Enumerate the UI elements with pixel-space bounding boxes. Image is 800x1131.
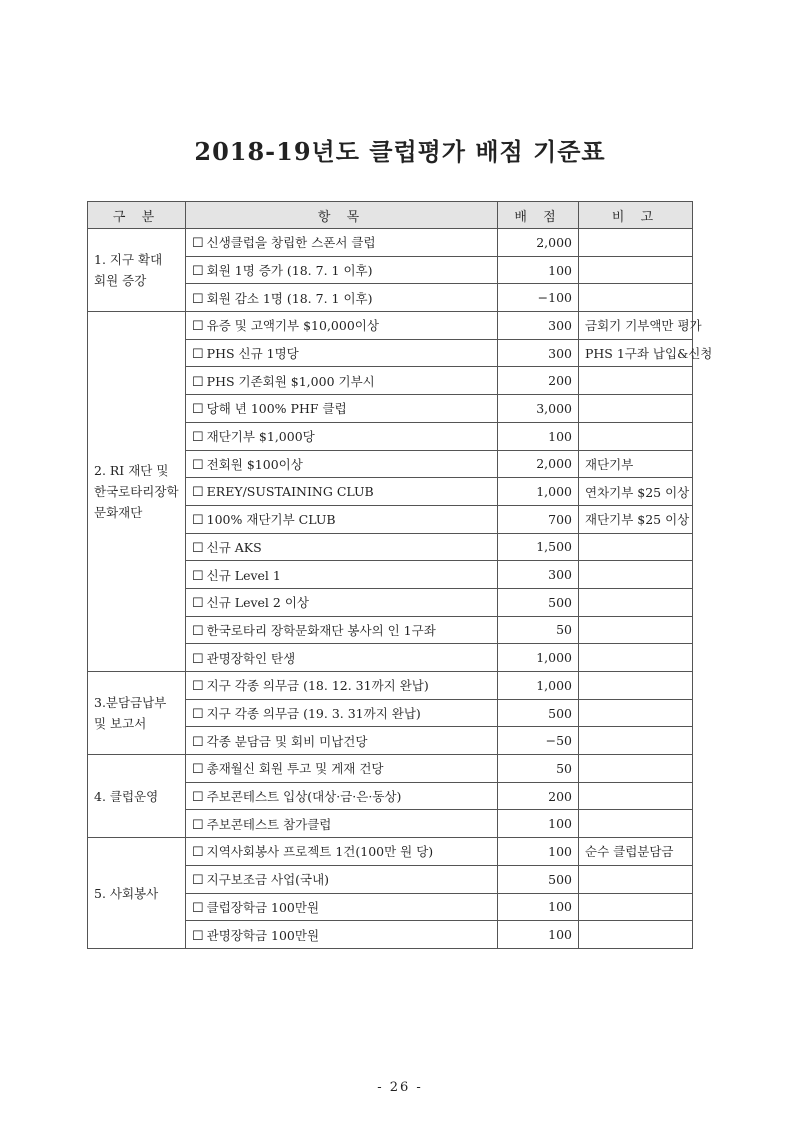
item-cell xyxy=(186,727,498,755)
item-cell xyxy=(186,478,498,506)
page-title: 2018-19년도 클럽평가 배점 기준표 xyxy=(194,137,606,166)
score-cell: 200 xyxy=(498,782,579,810)
item-cell xyxy=(186,893,498,921)
checkbox-icon[interactable]: ☐ xyxy=(192,596,204,612)
item-label: 각종 분담금 및 회비 미납건당 xyxy=(206,733,368,749)
page-number: - 26 - xyxy=(377,1080,423,1095)
checkbox-icon[interactable]: ☐ xyxy=(192,762,204,778)
checkbox-icon[interactable]: ☐ xyxy=(192,928,204,944)
checkbox-icon[interactable]: ☐ xyxy=(192,347,204,363)
score-cell: 200 xyxy=(498,367,579,395)
note-cell xyxy=(579,367,693,395)
item-cell xyxy=(186,395,498,423)
item-label: 지구 각종 의무금 (19. 3. 31까지 완납) xyxy=(206,706,421,722)
item-label: 재단기부 $1,000당 xyxy=(206,429,315,445)
checkbox-icon[interactable]: ☐ xyxy=(192,707,204,723)
score-cell: 100 xyxy=(498,422,579,450)
item-label: 주보콘테스트 참가클럽 xyxy=(206,816,332,832)
table-row xyxy=(88,838,693,866)
note-cell xyxy=(579,699,693,727)
note-cell xyxy=(579,893,693,921)
checkbox-icon[interactable]: ☐ xyxy=(192,568,204,584)
score-cell: 500 xyxy=(498,699,579,727)
item-label: PHS 기존회원 $1,000 기부시 xyxy=(206,373,375,389)
checkbox-icon[interactable]: ☐ xyxy=(192,264,204,280)
checkbox-icon[interactable]: ☐ xyxy=(192,540,204,556)
item-label: 신규 AKS xyxy=(206,539,262,555)
item-label: EREY/SUSTAINING CLUB xyxy=(206,483,374,499)
item-label: 총재월신 회원 투고 및 게재 건당 xyxy=(206,761,384,777)
item-cell xyxy=(186,256,498,284)
item-label: 주보콘테스트 입상(대상·금·은·동상) xyxy=(206,789,402,805)
note-cell xyxy=(579,755,693,783)
item-label: 지역사회봉사 프로젝트 1건(100만 원 당) xyxy=(206,844,434,860)
table-body xyxy=(88,229,713,949)
note-cell: 순수 클럽분담금 xyxy=(579,838,693,866)
checkbox-icon[interactable]: ☐ xyxy=(192,845,204,861)
item-cell xyxy=(186,450,498,478)
score-cell: −100 xyxy=(498,284,579,312)
item-label: 회원 1명 증가 (18. 7. 1 이후) xyxy=(206,263,373,279)
item-label: 회원 감소 1명 (18. 7. 1 이후) xyxy=(206,290,373,306)
score-cell: 300 xyxy=(498,561,579,589)
category-cell: 3.분담금납부 및 보고서 xyxy=(88,672,186,755)
item-cell xyxy=(186,284,498,312)
table-row xyxy=(88,312,693,340)
score-cell: 2,000 xyxy=(498,450,579,478)
checkbox-icon[interactable]: ☐ xyxy=(192,734,204,750)
note-cell: 연차기부 $25 이상 xyxy=(579,478,693,506)
category-cell: 2. RI 재단 및 한국로타리장학 문화재단 xyxy=(88,312,186,672)
category-cell: 4. 클럽운영 xyxy=(88,755,186,838)
score-cell: −50 xyxy=(498,727,579,755)
note-cell xyxy=(579,921,693,949)
note-cell xyxy=(579,810,693,838)
checkbox-icon[interactable]: ☐ xyxy=(192,236,204,252)
item-label: 지구 각종 의무금 (18. 12. 31까지 완납) xyxy=(206,678,429,694)
checkbox-icon[interactable]: ☐ xyxy=(192,900,204,916)
item-cell xyxy=(186,755,498,783)
note-cell xyxy=(579,395,693,423)
score-cell: 300 xyxy=(498,339,579,367)
note-cell: 금회기 기부액만 평가 xyxy=(579,312,693,340)
note-cell: 재단기부 xyxy=(579,450,693,478)
score-cell: 1,000 xyxy=(498,478,579,506)
note-cell xyxy=(579,865,693,893)
item-cell xyxy=(186,782,498,810)
note-cell xyxy=(579,284,693,312)
checkbox-icon[interactable]: ☐ xyxy=(192,651,204,667)
note-cell xyxy=(579,256,693,284)
score-cell: 500 xyxy=(498,588,579,616)
checkbox-icon[interactable]: ☐ xyxy=(192,402,204,418)
checkbox-icon[interactable]: ☐ xyxy=(192,484,204,500)
item-label: 관명장학인 탄생 xyxy=(206,650,296,666)
note-cell xyxy=(579,727,693,755)
category-cell: 5. 사회봉사 xyxy=(88,838,186,949)
note-cell xyxy=(579,782,693,810)
header-score: 배 점 xyxy=(498,202,579,229)
table-row xyxy=(88,755,693,783)
score-cell: 2,000 xyxy=(498,229,579,257)
score-cell: 1,000 xyxy=(498,644,579,672)
item-label: 신규 Level 2 이상 xyxy=(206,595,309,611)
checkbox-icon[interactable]: ☐ xyxy=(192,291,204,307)
item-label: 한국로타리 장학문화재단 봉사의 인 1구좌 xyxy=(206,622,436,638)
checkbox-icon[interactable]: ☐ xyxy=(192,374,204,390)
item-label: 지구보조금 사업(국내) xyxy=(206,872,330,888)
score-cell: 700 xyxy=(498,505,579,533)
checkbox-icon[interactable]: ☐ xyxy=(192,513,204,529)
score-cell: 100 xyxy=(498,256,579,284)
item-label: 전회원 $100이상 xyxy=(206,456,303,472)
note-cell: 재단기부 $25 이상 xyxy=(579,505,693,533)
score-table xyxy=(87,201,713,949)
item-cell xyxy=(186,339,498,367)
score-cell: 1,500 xyxy=(498,533,579,561)
note-cell: PHS 1구좌 납입&신청 xyxy=(579,339,693,367)
score-cell: 50 xyxy=(498,616,579,644)
score-cell: 100 xyxy=(498,893,579,921)
score-cell: 100 xyxy=(498,838,579,866)
category-cell: 1. 지구 확대 회원 증강 xyxy=(88,229,186,312)
item-label: 당해 년 100% PHF 클럽 xyxy=(206,401,347,417)
item-label: PHS 신규 1명당 xyxy=(206,346,299,362)
table-row xyxy=(88,229,693,257)
item-cell xyxy=(186,672,498,700)
checkbox-icon[interactable]: ☐ xyxy=(192,457,204,473)
item-cell xyxy=(186,616,498,644)
note-cell xyxy=(579,561,693,589)
item-cell xyxy=(186,838,498,866)
checkbox-icon[interactable]: ☐ xyxy=(192,790,204,806)
note-cell xyxy=(579,644,693,672)
checkbox-icon[interactable]: ☐ xyxy=(192,623,204,639)
item-cell xyxy=(186,367,498,395)
item-label: 유증 및 고액기부 $10,000이상 xyxy=(206,318,379,334)
checkbox-icon[interactable]: ☐ xyxy=(192,817,204,833)
item-cell xyxy=(186,644,498,672)
item-cell xyxy=(186,533,498,561)
score-cell: 3,000 xyxy=(498,395,579,423)
checkbox-icon[interactable]: ☐ xyxy=(192,430,204,446)
item-cell xyxy=(186,229,498,257)
checkbox-icon[interactable]: ☐ xyxy=(192,679,204,695)
item-cell xyxy=(186,561,498,589)
note-cell xyxy=(579,422,693,450)
note-cell xyxy=(579,588,693,616)
item-label: 관명장학금 100만원 xyxy=(206,927,320,943)
item-label: 100% 재단기부 CLUB xyxy=(206,512,336,528)
checkbox-icon[interactable]: ☐ xyxy=(192,873,204,889)
item-label: 클럽장학금 100만원 xyxy=(206,899,320,915)
score-cell: 300 xyxy=(498,312,579,340)
header-note: 비 고 xyxy=(579,202,693,229)
table-row xyxy=(88,672,693,700)
checkbox-icon[interactable]: ☐ xyxy=(192,319,204,335)
score-cell: 100 xyxy=(498,921,579,949)
item-label: 신생클럽을 창립한 스폰서 클럽 xyxy=(206,235,376,251)
item-cell xyxy=(186,921,498,949)
header-item: 항 목 xyxy=(186,202,498,229)
score-cell: 1,000 xyxy=(498,672,579,700)
item-cell xyxy=(186,699,498,727)
note-cell xyxy=(579,533,693,561)
item-cell xyxy=(186,588,498,616)
note-cell xyxy=(579,672,693,700)
item-cell xyxy=(186,810,498,838)
score-cell: 100 xyxy=(498,810,579,838)
item-label: 신규 Level 1 xyxy=(206,567,281,583)
item-cell xyxy=(186,422,498,450)
item-cell xyxy=(186,312,498,340)
item-cell xyxy=(186,865,498,893)
item-cell xyxy=(186,505,498,533)
score-cell: 50 xyxy=(498,755,579,783)
note-cell xyxy=(579,616,693,644)
note-cell xyxy=(579,229,693,257)
table-header-row xyxy=(88,202,693,229)
score-cell: 500 xyxy=(498,865,579,893)
header-category: 구 분 xyxy=(88,202,186,229)
